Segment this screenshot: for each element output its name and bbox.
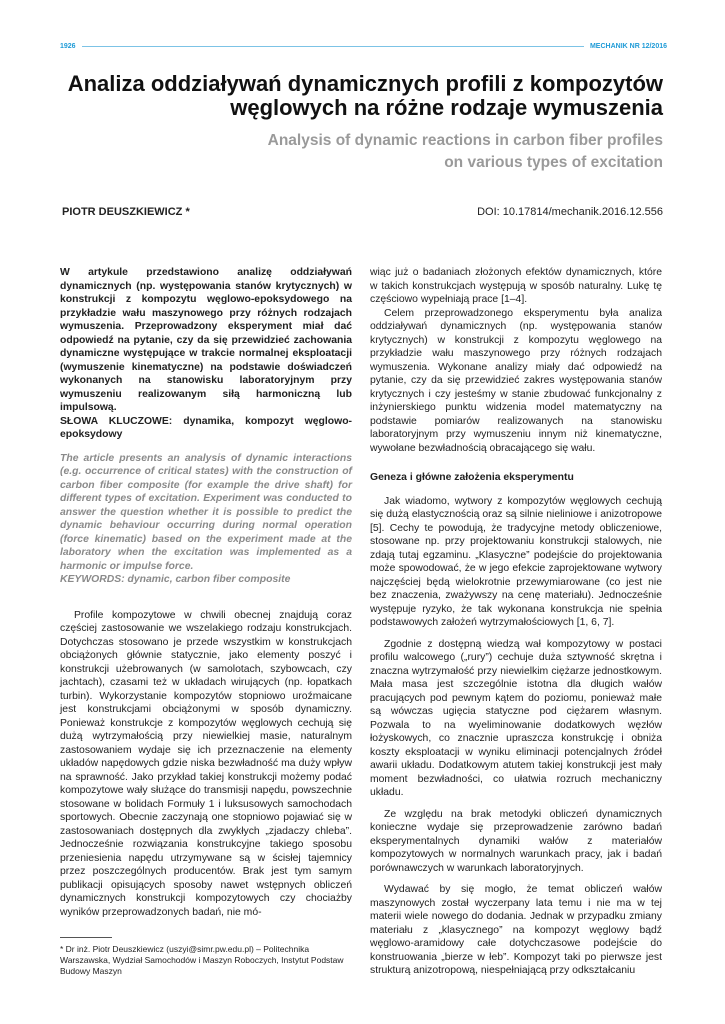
abstract-polish: W artykule przedstawiono analizę oddziaływań dynamicznych (np. występowania stanów krytycznych) w konstrukcji z kompozytu węglowo-epoksydowego na przykładzie wału maszynowego przy różnych rodzajach wymuszenia. Przeprowadzony eksperyment miał dać odpowiedź na pytanie, czy da się przewidzieć zachowania dynamiczne występujące w trakcie normalnej eksploatacji (wymuszenie kinematyczne) na podstawie doświadczeń wykonanych na stanowisku laboratoryjnym przy wymuszeniu realizowanym siłą harmoniczną lub impulsową. (60, 267, 352, 413)
section-heading: Geneza i główne założenia eksperymentu (370, 472, 574, 483)
title-polish-line-2: węglowych na różne rodzaje wymuszenia (230, 95, 663, 120)
goal-paragraph: Celem przeprowadzonego eksperymentu była analiza oddziaływań dynamicznych (np. występowania stanów krytycznych) w konstrukcji z kompozytu węglowego na przykładzie wału maszynowego przy różnych rodzajach wymuszenia. Wykonane analizy miały dać odpowiedź na pytanie, czy da się przewidzieć zakres występowania stanów krytycznych i czy jesteśmy w stanie zbudować funkcjonalny z inżynierskiego punktu widzenia model matematyczny na podstawie pomiarów realizowanych na stanowisku laboratoryjnym przy wymuszeniu innym niż kinematyczne, wywołane bezwładnością obracającego się wału. (370, 307, 662, 454)
keywords-english: KEYWORDS: dynamic, carbon fiber composite (60, 574, 291, 585)
author-line (62, 206, 663, 218)
page-number: 1926 (60, 42, 76, 50)
keywords-polish: SŁOWA KLUCZOWE: dynamika, kompozyt węglowo-epoksydowy (60, 415, 352, 440)
material-paragraph: Wydawać by się mogło, że temat obliczeń wałów maszynowych został wyczerpany lata temu i nie ma w tej materii wiele nowego do dodania. Jednak w przypadku zmiany materiału z „klasycznego” na kompozyt węglowy bądź węglowo-aramidowy całe dotychczasowe podejście do konstruowania „bierze w łeb”. Kompozyt taki po pierwsze jest strukturą anizotropową, niespełniającą przy odkształcaniu (370, 884, 662, 976)
running-header (60, 38, 667, 54)
title-english (43, 130, 663, 174)
methodology-paragraph: Ze względu na brak metodyki obliczeń dynamicznych konieczne wydaje się przeprowadzenie zarówno badań eksperymentalnych dynamiki wałów z materiałów kompozytowych w normalnych warunkach pracy, jak i badań porównawczych w warunkach laboratoryjnych. (370, 808, 662, 874)
left-column (60, 266, 352, 977)
title-polish-line-1: Analiza oddziaływań dynamicznych profili z kompozytów (67, 71, 663, 96)
footnote-rule (60, 937, 112, 938)
title-english-line-2: on various types of excitation (444, 154, 663, 171)
title-english-line-1: Analysis of dynamic reactions in carbon fiber profiles (267, 132, 663, 149)
right-column (370, 266, 662, 978)
title-block (43, 72, 663, 174)
doi: DOI: 10.17814/mechanik.2016.12.556 (477, 206, 663, 218)
journal-issue: MECHANIK NR 12/2016 (589, 42, 667, 50)
title-polish (43, 72, 663, 120)
continued-paragraph: wiąc już o badaniach złożonych efektów dynamicznych, które w takich konstrukcjach występują w sposób naturalny. Lukę tę częściowo wypełniają prace [1–4]. (370, 267, 662, 305)
shaft-paragraph: Zgodnie z dostępną wiedzą wał kompozytowy w postaci profilu walcowego („rury”) cechuje duża sztywność skrętna i znaczna wytrzymałość przy niewielkim ciężarze jednostkowym. Mała masa jest szczególnie istotna dla długich wałów pracujących pod pewnym kątem do poziomu, ponieważ małe są wówczas ugięcia statyczne pod ciężarem własnym. Pozwala to na wyeliminowanie dodatkowych węzłów łożyskowych, co znacznie upraszcza konstrukcję i obniża koszty eksploatacji w wyniku eliminacji potencjalnych źródeł awarii układu. Dodatkowym atutem takiej konstrukcji jest mały moment bezwładności, co ułatwia rozruch mechaniczny układu. (370, 638, 662, 798)
composites-paragraph: Jak wiadomo, wytwory z kompozytów węglowych cechują się dużą elastycznością oraz są silnie nieliniowe i anizotropowe [5]. Cechy te powodują, że tradycyjne metody obliczeniowe, stosowane np. przy projektowaniu konstrukcji stalowych, nie zdają tutaj egzaminu. „Klasyczne” podejście do projektowania może spowodować, że w jego efekcie zaprojektowane wytwory najczęściej będą wielokrotnie przewymiarowane (co jest nie bez znaczenia, zważywszy na cenę materiału). Jednocześnie występuje ryzyko, że tak wykonana konstrukcja nie spełnia podstawowych założeń wytrzymałościowych [1, 6, 7]. (370, 495, 662, 628)
intro-paragraph: Profile kompozytowe w chwili obecnej znajdują coraz częściej zastosowanie we wszelakiego rodzaju konstrukcjach. Dotychczas stosowano je przede wszystkim w konstrukcjach obciążonych głównie statycznie, jako elementy poszyć i konstrukcji użebrowanych (w samolotach, szybowcach, czy jachtach), czasami też w układach wirujących (np. łopatkach turbin). Wykorzystanie kompozytów stopniowo uroźmaicane jest konstrukcjami obciążonymi w sposób dynamiczny. Ponieważ konstrukcje z kompozytów węglowych cechują się dużą wytrzymałością przy niewielkiej masie, naturalnym zastosowaniem wydaje się ich przeznaczenie na elementy układów napędowych gdzie niska bezwładność ma duży wpływ na sprawność. Jako przykład takiej konstrukcji możemy podać kompozytowe wały służące do transmisji napędu, powszechnie stosowane w bolidach Formuły 1 i luksusowych samochodach sportowych. Obecnie zaczynają one stopniowo pojawiać się w zastosowaniach dostępnych dla zwykłych „zjadaczy chleba”. Jednocześnie rozwiązania konstrukcyjne takiego sposobu przeniesienia napędu utrzymywane są w ścisłej tajemnicy przez poszczególnych producentów. Brak jest tym samym publikacji opisujących sposoby nawet wstępnych obliczeń dynamicznych konstrukcji kompozytowych czy chociażby wyników przeprowadzonych badań, nie mó- (60, 609, 352, 918)
header-rule (82, 46, 584, 47)
author-name: PIOTR DEUSZKIEWICZ * (62, 206, 190, 218)
author-footnote: * Dr inż. Piotr Deuszkiewicz (uszyi@simr.pw.edu.pl) – Politechnika Warszawska, Wydział Samochodów i Maszyn Roboczych, Instytut Podstaw Budowy Maszyn (60, 944, 344, 976)
abstract-english: The article presents an analysis of dynamic interactions (e.g. occurrence of critical states) with the construction of carbon fiber composite (for example the drive shaft) for different types of excitation. Experiment was conducted to answer the question whether it is possible to predict the dynamic behaviour occurring during normal operation (force kinematic) based on the experiment made at the laboratory when the excitation was implemented as a harmonic or impulse force. (60, 452, 352, 572)
